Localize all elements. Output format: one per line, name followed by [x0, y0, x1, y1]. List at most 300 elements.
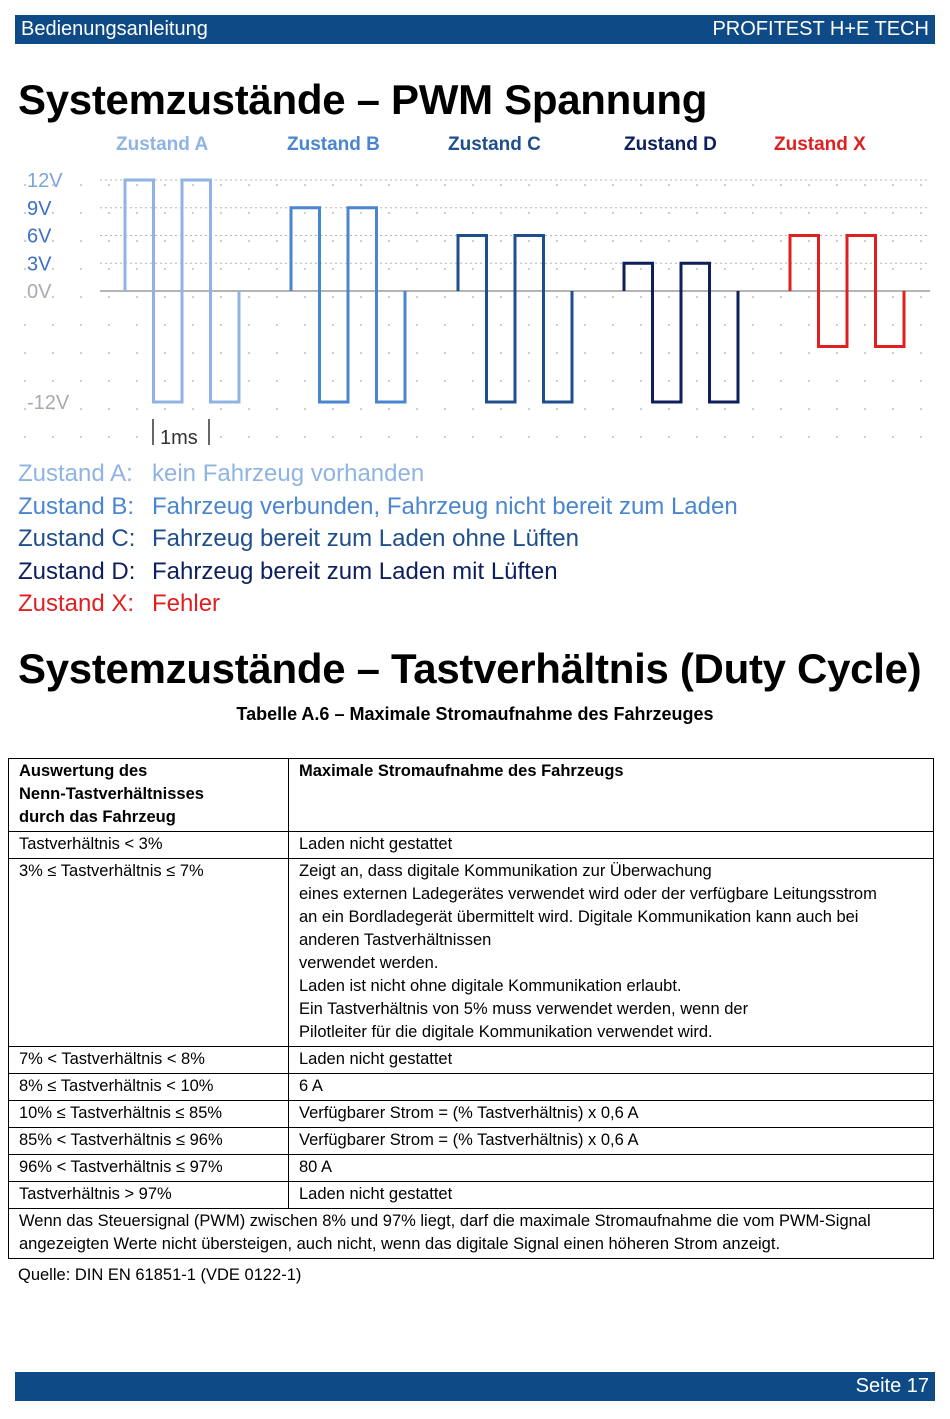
grid-dot [360, 240, 362, 242]
grid-dot [864, 380, 866, 382]
grid-dot [556, 324, 558, 326]
grid-dot [304, 296, 306, 298]
grid-dot [724, 436, 726, 438]
table-row [9, 832, 934, 859]
cell-line: anderen Tastverhältnissen [299, 931, 492, 949]
grid-dot [248, 268, 250, 270]
grid-dot [892, 324, 894, 326]
table-row [9, 859, 934, 1047]
condition-cell: Tastverhältnis > 97% [9, 1182, 289, 1209]
grid-dot [388, 380, 390, 382]
grid-dot [164, 296, 166, 298]
grid-dot [864, 212, 866, 214]
grid-dot [248, 436, 250, 438]
grid-dot [836, 296, 838, 298]
y-axis-ticks [27, 170, 70, 414]
grid-dot [724, 240, 726, 242]
grid-dot [164, 240, 166, 242]
grid-dot [920, 408, 922, 410]
grid-dot [556, 268, 558, 270]
grid-dot [192, 212, 194, 214]
waveform-zustand-b [291, 208, 405, 402]
y-tick-label: 9V [27, 197, 52, 220]
grid-dot [276, 212, 278, 214]
grid-dot [108, 324, 110, 326]
current-cell [289, 1155, 934, 1182]
grid-dot [388, 436, 390, 438]
grid-dot [528, 268, 530, 270]
grid-dot [360, 352, 362, 354]
grid-dot [780, 296, 782, 298]
grid-dot [864, 240, 866, 242]
y-tick-label: 12V [27, 170, 63, 192]
table-row [9, 1128, 934, 1155]
grid-dot [192, 352, 194, 354]
grid-dot [892, 436, 894, 438]
grid-dot [500, 380, 502, 382]
grid-dot [24, 212, 26, 214]
grid-dot [640, 380, 642, 382]
grid-dot [388, 240, 390, 242]
grid-dot [612, 352, 614, 354]
page-footer-bar [15, 1372, 935, 1401]
y-tick-label: 3V [27, 253, 52, 276]
grid-dot [52, 436, 54, 438]
grid-dot [640, 408, 642, 410]
grid-dot [836, 352, 838, 354]
cell-line: Laden nicht gestattet [299, 1185, 453, 1203]
grid-dot [332, 380, 334, 382]
grid-dot [52, 268, 54, 270]
grid-dot [752, 296, 754, 298]
section-title-duty-cycle: Systemzustände – Tastverhältnis (Duty Cycle) [18, 645, 922, 692]
grid-dot [52, 324, 54, 326]
grid-dot [136, 212, 138, 214]
grid-dot [864, 184, 866, 186]
grid-dot [780, 212, 782, 214]
grid-dot [108, 240, 110, 242]
grid-dot [808, 212, 810, 214]
grid-dot [920, 436, 922, 438]
grid-dot [528, 380, 530, 382]
grid-dot [304, 212, 306, 214]
source-reference: Quelle: DIN EN 61851-1 (VDE 0122-1) [18, 1266, 302, 1284]
grid-dot [388, 352, 390, 354]
grid-dot [556, 212, 558, 214]
grid-dot [304, 436, 306, 438]
grid-dot [360, 184, 362, 186]
table-row [9, 1182, 934, 1209]
legend-key: Zustand X: [18, 590, 135, 617]
grid-dot [80, 436, 82, 438]
grid-dot [332, 324, 334, 326]
grid-dot [808, 240, 810, 242]
grid-dot [724, 352, 726, 354]
grid-dot [724, 408, 726, 410]
grid-dot [696, 380, 698, 382]
grid-dot [192, 184, 194, 186]
grid-dot [388, 296, 390, 298]
grid-dot [920, 240, 922, 242]
grid-dot [864, 268, 866, 270]
grid-dot [276, 240, 278, 242]
grid-dot [80, 380, 82, 382]
current-cell [289, 1074, 934, 1101]
time-marker-label: 1ms [160, 427, 198, 449]
grid-dot [752, 436, 754, 438]
grid-dot [584, 212, 586, 214]
grid-dot [220, 324, 222, 326]
grid-dot [192, 380, 194, 382]
grid-dot [360, 212, 362, 214]
grid-dot [808, 296, 810, 298]
grid-dot [192, 408, 194, 410]
grid-dot [752, 324, 754, 326]
grid-dot [920, 184, 922, 186]
grid-dot [612, 212, 614, 214]
grid-dot [24, 296, 26, 298]
grid-dot [220, 408, 222, 410]
grid-dot [892, 296, 894, 298]
condition-cell: Tastverhältnis < 3% [9, 832, 289, 859]
grid-dot [808, 352, 810, 354]
grid-dot [248, 324, 250, 326]
grid-dot [444, 352, 446, 354]
grid-dot [808, 408, 810, 410]
grid-dot [136, 268, 138, 270]
condition-cell: 85% < Tastverhältnis ≤ 96% [9, 1128, 289, 1155]
current-cell [289, 832, 934, 859]
y-tick-label: 6V [27, 225, 52, 248]
current-cell [289, 1047, 934, 1074]
grid-dot [24, 184, 26, 186]
grid-dot [528, 436, 530, 438]
grid-dot [108, 352, 110, 354]
grid-dot [136, 324, 138, 326]
grid-dot [724, 184, 726, 186]
grid-dot [220, 268, 222, 270]
grid-dot [276, 324, 278, 326]
grid-dot [864, 352, 866, 354]
grid-dot [24, 352, 26, 354]
grid-dot [920, 380, 922, 382]
grid-dot [500, 296, 502, 298]
grid-dot [584, 296, 586, 298]
grid-dot [500, 268, 502, 270]
grid-dot [920, 352, 922, 354]
grid-dot [724, 212, 726, 214]
grid-dot [248, 184, 250, 186]
legend-key: Zustand B: [18, 492, 135, 520]
grid-dot [500, 408, 502, 410]
grid-dot [724, 296, 726, 298]
grid-dot [80, 296, 82, 298]
grid-dot [192, 296, 194, 298]
grid-dot [500, 352, 502, 354]
grid-dot [528, 352, 530, 354]
grid-dot [892, 408, 894, 410]
grid-dot [640, 296, 642, 298]
state-legend [18, 458, 738, 621]
grid-dot [220, 352, 222, 354]
current-cell [289, 1182, 934, 1209]
header-cell-condition: Auswertung des Nenn-Tastverhältnisses durch das Fahrzeug [9, 759, 289, 832]
grid-dot [304, 380, 306, 382]
cell-line: Pilotleiter für die digitale Kommunikation verwendet wird. [299, 1023, 713, 1041]
grid-dot [640, 436, 642, 438]
grid-dot [80, 240, 82, 242]
grid-dot [248, 380, 250, 382]
cell-line: 6 A [299, 1077, 323, 1095]
cell-line: Laden nicht gestattet [299, 1050, 453, 1068]
grid-dot [80, 408, 82, 410]
grid-dot [556, 436, 558, 438]
legend-text: kein Fahrzeug vorhanden [152, 460, 425, 487]
grid-dot [808, 380, 810, 382]
grid-dot [136, 352, 138, 354]
grid-dot [24, 240, 26, 242]
grid-dot [388, 212, 390, 214]
legend-row-c [18, 523, 738, 556]
table-header-row [9, 759, 934, 832]
grid-dot [724, 380, 726, 382]
state-label-b: Zustand B [287, 134, 380, 155]
grid-dot [416, 436, 418, 438]
grid-dot [276, 268, 278, 270]
grid-dot [332, 408, 334, 410]
grid-dot [472, 380, 474, 382]
condition-cell: 96% < Tastverhältnis ≤ 97% [9, 1155, 289, 1182]
grid-dot [136, 380, 138, 382]
grid-dot [136, 184, 138, 186]
grid-dot [444, 296, 446, 298]
legend-key: Zustand A: [18, 460, 133, 487]
cell-line: eines externen Ladegerätes verwendet wird oder der verfügbare Leitungsstrom [299, 885, 877, 903]
grid-dot [584, 436, 586, 438]
grid-dot [752, 380, 754, 382]
grid-dot [220, 380, 222, 382]
grid-dot [584, 408, 586, 410]
cell-line: Verfügbarer Strom = (% Tastverhältnis) x 0,6 A [299, 1131, 639, 1149]
grid-dot [920, 268, 922, 270]
duty-cycle-table [8, 758, 934, 1259]
grid-dot [528, 240, 530, 242]
grid-dot [892, 380, 894, 382]
grid-dot [752, 184, 754, 186]
cell-line: Laden nicht gestattet [299, 835, 453, 853]
grid-dot [360, 268, 362, 270]
grid-dot [388, 408, 390, 410]
grid-dot [556, 240, 558, 242]
grid-dot [920, 296, 922, 298]
grid-dot [640, 240, 642, 242]
condition-cell: 7% < Tastverhältnis < 8% [9, 1047, 289, 1074]
grid-dot [24, 380, 26, 382]
y-tick-label: 0V [27, 281, 52, 303]
grid-dot [444, 408, 446, 410]
grid-dot [248, 352, 250, 354]
grid-dot [416, 184, 418, 186]
grid-dot [752, 240, 754, 242]
grid-dot [444, 212, 446, 214]
grid-dot [164, 380, 166, 382]
grid-dot [164, 352, 166, 354]
grid-dot [864, 324, 866, 326]
grid-dot [164, 408, 166, 410]
grid-dot [304, 184, 306, 186]
grid-dot [556, 352, 558, 354]
grid-dot [332, 268, 334, 270]
grid-dot [640, 268, 642, 270]
grid-dot [332, 352, 334, 354]
grid-dot [612, 436, 614, 438]
y-tick-label: -12V [27, 392, 70, 414]
grid-dot [500, 212, 502, 214]
grid-dot [640, 352, 642, 354]
grid-dot [556, 296, 558, 298]
grid-dot [892, 212, 894, 214]
state-label-a: Zustand A [116, 134, 209, 155]
grid-dot [164, 184, 166, 186]
grid-dot [360, 296, 362, 298]
grid-dot [612, 380, 614, 382]
grid-dot [836, 324, 838, 326]
grid-dot [668, 296, 670, 298]
grid-dot [416, 352, 418, 354]
grid-dot [248, 408, 250, 410]
grid-dot [668, 324, 670, 326]
grid-dot [472, 212, 474, 214]
grid-dot [696, 212, 698, 214]
current-cell [289, 859, 934, 1047]
table-caption: Tabelle A.6 – Maximale Stromaufnahme des Fahrzeuges [236, 704, 714, 724]
grid-dot [780, 184, 782, 186]
grid-dot [752, 352, 754, 354]
grid-dot [416, 408, 418, 410]
grid-dot [528, 184, 530, 186]
grid-dot [696, 436, 698, 438]
grid-dot [108, 380, 110, 382]
grid-dot [388, 268, 390, 270]
grid-dot [80, 324, 82, 326]
grid-dot [864, 408, 866, 410]
grid-dot [836, 268, 838, 270]
grid-dot [584, 268, 586, 270]
grid-dot [360, 324, 362, 326]
grid-dot [780, 352, 782, 354]
grid-dot [472, 268, 474, 270]
grid-dot [500, 324, 502, 326]
grid-dot [780, 380, 782, 382]
grid-dot [752, 268, 754, 270]
grid-dot [304, 408, 306, 410]
grid-dot [556, 184, 558, 186]
grid-dot [192, 240, 194, 242]
grid-dot [892, 240, 894, 242]
grid-dot [892, 184, 894, 186]
grid-dot [108, 436, 110, 438]
legend-text: Fahrzeug verbunden, Fahrzeug nicht bereit zum Laden [152, 492, 738, 520]
section-title-pwm: Systemzustände – PWM Spannung [18, 76, 708, 123]
grid-dot [416, 324, 418, 326]
grid-dot [276, 380, 278, 382]
time-scale-marker [153, 419, 209, 449]
grid-dot [612, 296, 614, 298]
chart-grid [24, 180, 930, 438]
grid-dot [136, 296, 138, 298]
grid-dot [360, 380, 362, 382]
grid-dot [724, 268, 726, 270]
grid-dot [612, 324, 614, 326]
grid-dot [388, 184, 390, 186]
grid-dot [724, 324, 726, 326]
grid-dot [52, 240, 54, 242]
grid-dot [528, 296, 530, 298]
grid-dot [24, 324, 26, 326]
grid-dot [808, 324, 810, 326]
grid-dot [892, 352, 894, 354]
state-label-c: Zustand C [448, 134, 541, 155]
condition-cell: 3% ≤ Tastverhältnis ≤ 7% [9, 859, 289, 1047]
grid-dot [500, 436, 502, 438]
grid-dot [24, 436, 26, 438]
legend-text: Fahrzeug bereit zum Laden ohne Lüften [152, 525, 579, 552]
grid-dot [360, 436, 362, 438]
grid-dot [668, 212, 670, 214]
grid-dot [696, 352, 698, 354]
grid-dot [696, 268, 698, 270]
grid-dot [220, 436, 222, 438]
grid-dot [920, 324, 922, 326]
grid-dot [80, 268, 82, 270]
grid-dot [528, 212, 530, 214]
grid-dot [52, 212, 54, 214]
state-label-x: Zustand X [774, 134, 866, 155]
grid-dot [668, 380, 670, 382]
table-note-row [9, 1209, 934, 1259]
grid-dot [780, 436, 782, 438]
grid-dot [276, 296, 278, 298]
grid-dot [864, 436, 866, 438]
cell-line: verwendet werden. [299, 954, 439, 972]
grid-dot [220, 296, 222, 298]
grid-dot [668, 184, 670, 186]
grid-dot [696, 408, 698, 410]
grid-dot [584, 184, 586, 186]
grid-dot [780, 240, 782, 242]
cell-line: 80 A [299, 1158, 333, 1176]
grid-dot [220, 212, 222, 214]
grid-dot [556, 380, 558, 382]
grid-dot [780, 324, 782, 326]
grid-dot [836, 436, 838, 438]
grid-dot [472, 324, 474, 326]
grid-dot [80, 352, 82, 354]
state-label-d: Zustand D [624, 134, 717, 155]
grid-dot [808, 436, 810, 438]
grid-dot [444, 240, 446, 242]
grid-dot [696, 324, 698, 326]
note-line: Wenn das Steuersignal (PWM) zwischen 8% und 97% liegt, darf die maximale Stromaufnahme die vom PWM-Signal [19, 1212, 871, 1230]
grid-dot [416, 380, 418, 382]
grid-dot [668, 240, 670, 242]
grid-dot [444, 184, 446, 186]
grid-dot [276, 408, 278, 410]
grid-dot [612, 268, 614, 270]
grid-dot [332, 240, 334, 242]
grid-dot [640, 324, 642, 326]
grid-dot [276, 184, 278, 186]
